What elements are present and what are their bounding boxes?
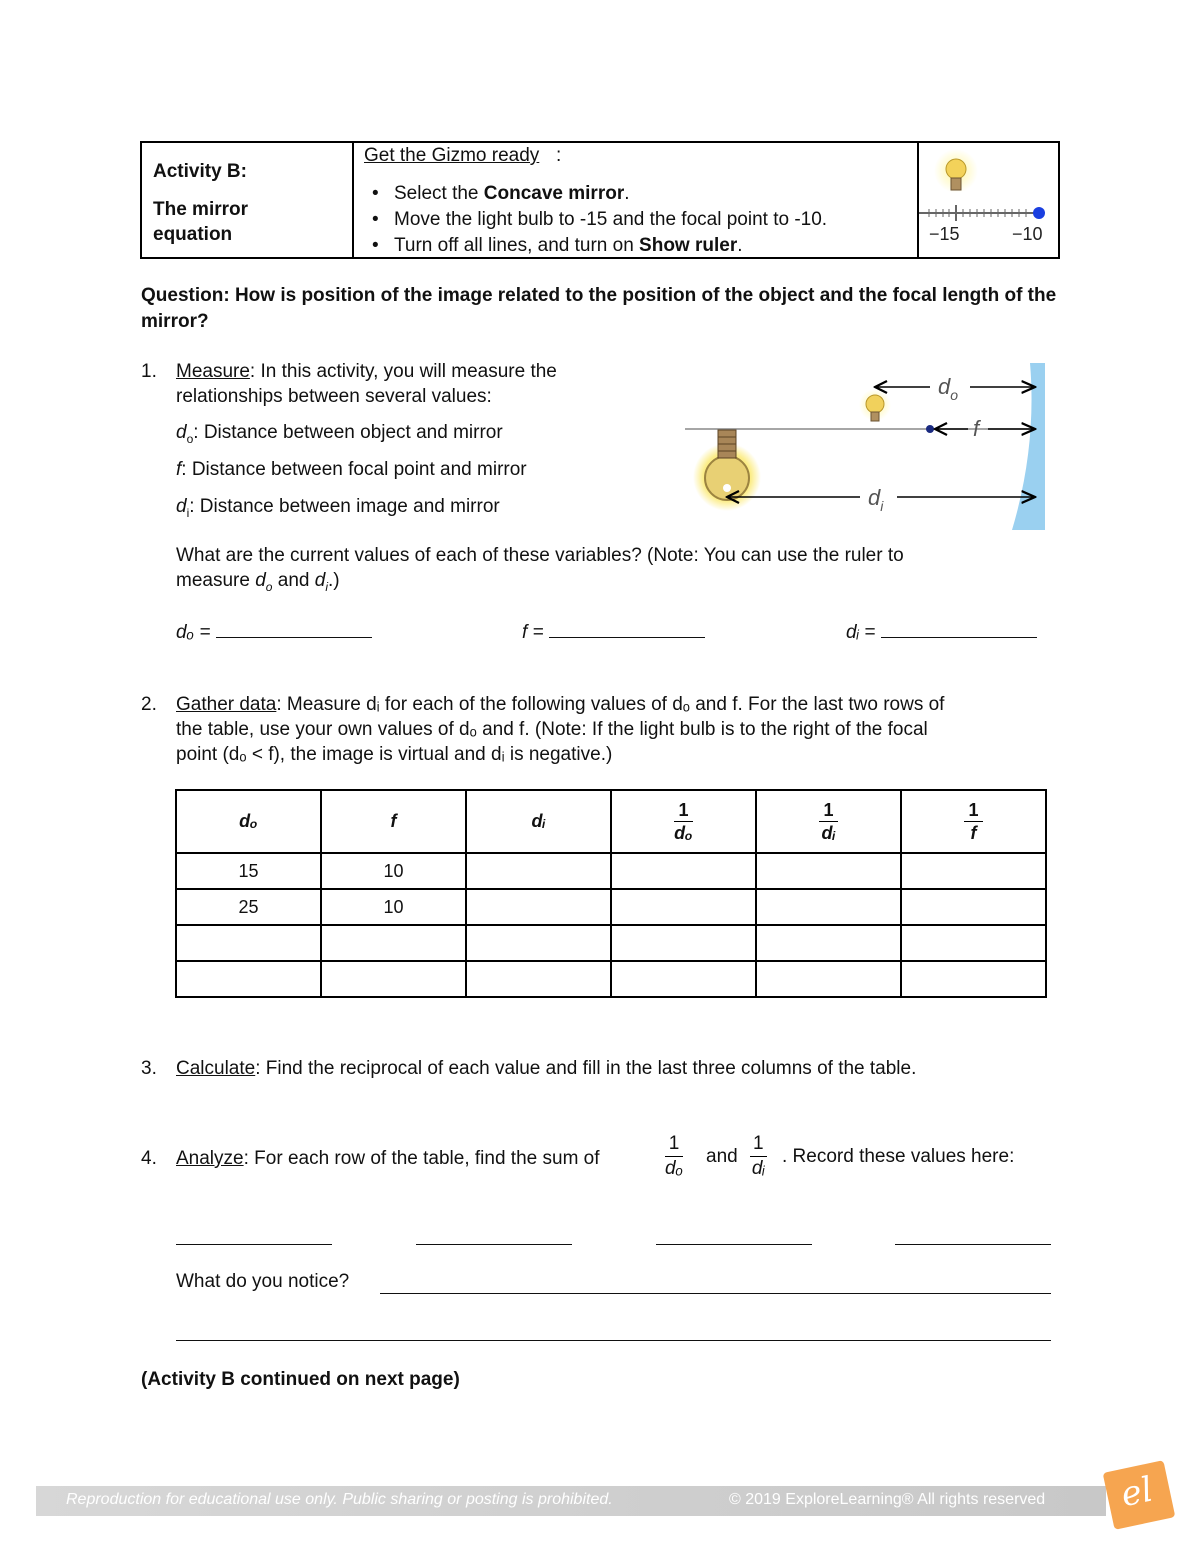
- activity-header-table: [140, 141, 1060, 259]
- q4-number: 4.: [141, 1148, 157, 1169]
- cell: 25: [176, 889, 321, 925]
- cell[interactable]: [321, 961, 466, 997]
- main-question: Question: How is position of the image related to the position of the object and the focal length of the mirror?: [141, 285, 1057, 332]
- notice-blank-1[interactable]: [380, 1275, 1051, 1294]
- def-di-text: : Distance between image and mirror: [189, 496, 500, 517]
- q4-frac-do: [665, 1132, 683, 1181]
- footer-bar: [36, 1486, 1106, 1516]
- q4-frac-do-den: dₒ: [665, 1158, 684, 1179]
- inv-di-num: 1: [819, 799, 837, 822]
- def-di-symbol: d: [176, 496, 187, 517]
- q3-number: 3.: [141, 1058, 157, 1079]
- bullet-1-end: .: [624, 183, 630, 204]
- inv-di-den: dᵢ: [821, 823, 836, 843]
- bullet-1-bold: Concave mirror: [483, 183, 625, 204]
- gizmo-thumbnail-cell: [919, 143, 1058, 257]
- ruler-bulb-icon: [919, 143, 1058, 257]
- footer-disclaimer: Reproduction for educational use only. Public sharing or posting is prohibited.: [66, 1491, 613, 1508]
- setup-bullet-2: [394, 209, 827, 231]
- explorelearning-logo-icon: [1103, 1460, 1176, 1530]
- diagram-di-label: d: [868, 485, 881, 510]
- def-di-sub: i: [186, 505, 190, 520]
- answer-di[interactable]: [846, 619, 1037, 644]
- footer-copyright: © 2019 ExploreLearning® All rights reserved: [729, 1491, 1046, 1508]
- table-row: [176, 925, 1046, 961]
- def-di: [176, 494, 500, 526]
- cell[interactable]: [176, 925, 321, 961]
- cell[interactable]: [901, 889, 1046, 925]
- notice-blank-2[interactable]: [176, 1322, 1051, 1341]
- q1-prompt: What are the current values of each of these variables? (Note: You can use the ruler to measure $d_o$ and $d_i$.): [176, 545, 904, 594]
- sum-blank-1[interactable]: [176, 1226, 332, 1245]
- cell[interactable]: [756, 961, 901, 997]
- setup-bullet-3: [394, 235, 743, 257]
- q2-line1: : Measure dᵢ for each of the following values of dₒ and f. For the last two rows of: [276, 694, 945, 715]
- notice-label: What do you notice?: [176, 1271, 350, 1292]
- diagram-do-sub: o: [950, 387, 959, 403]
- q4-body-pre: : For each row of the table, find the sum of: [243, 1148, 600, 1169]
- q3-text: [176, 1056, 916, 1081]
- cell: 15: [176, 853, 321, 889]
- answer-f-blank[interactable]: [549, 619, 705, 638]
- q1-number: 1.: [141, 361, 157, 382]
- q2-text: [176, 692, 944, 767]
- q1-intro: [176, 359, 557, 409]
- q1-prompt-line2-post: .): [327, 570, 340, 591]
- q2-line3: point (dₒ < f), the image is virtual and dᵢ is negative.): [176, 744, 613, 765]
- cell[interactable]: [466, 853, 611, 889]
- cell[interactable]: [611, 925, 756, 961]
- header-f-text: f: [390, 811, 397, 831]
- header-do-text: dₒ: [239, 811, 258, 831]
- setup-bullet-1: [394, 183, 630, 205]
- inv-do-num: 1: [674, 799, 693, 822]
- q1-prompt-line2-mid: and: [272, 570, 315, 591]
- cell[interactable]: [466, 961, 611, 997]
- activity-title-cell: [142, 143, 354, 257]
- logo-text: el: [1117, 1469, 1157, 1516]
- answer-f-label: f =: [522, 622, 549, 643]
- bullet-2-text: Move the light bulb to -15 and the focal point to -10.: [394, 209, 828, 230]
- col-header-inv-di: [756, 790, 901, 853]
- def-do-symbol: d: [176, 422, 187, 443]
- cell[interactable]: [901, 853, 1046, 889]
- cell[interactable]: [611, 961, 756, 997]
- cell[interactable]: [176, 961, 321, 997]
- col-header-do: [176, 790, 321, 853]
- diagram-do-label: d: [938, 374, 951, 399]
- inv-f-num: 1: [964, 799, 982, 822]
- svg-text:do: [938, 374, 958, 403]
- answer-f[interactable]: [522, 619, 705, 644]
- inv-do-den: dₒ: [674, 823, 693, 843]
- gizmo-setup-cell: [354, 143, 919, 257]
- col-header-inv-do: [611, 790, 756, 853]
- table-row: [176, 889, 1046, 925]
- cell[interactable]: [756, 853, 901, 889]
- bullet-3-end: .: [737, 235, 743, 256]
- q3-keyword: Calculate: [176, 1058, 256, 1079]
- q4-frac-do-num: 1: [665, 1132, 683, 1157]
- q3-body: : Find the reciprocal of each value and fill in the last three columns of the table.: [255, 1058, 917, 1079]
- q4-text-pre: [176, 1146, 600, 1171]
- diagram-di-sub: i: [880, 498, 884, 514]
- q2-line2: the table, use your own values of dₒ and f. (Note: If the light bulb is to the right of the focal: [176, 719, 928, 740]
- def-f-symbol: f: [176, 459, 182, 480]
- inv-f-den: f: [970, 823, 977, 843]
- answer-do-blank[interactable]: [216, 619, 372, 638]
- cell[interactable]: [901, 961, 1046, 997]
- bullet-3-text: Turn off all lines, and turn on: [394, 235, 640, 256]
- q4-keyword: Analyze: [176, 1148, 244, 1169]
- col-header-di: [466, 790, 611, 853]
- continued-note: (Activity B continued on next page): [141, 1369, 460, 1390]
- def-do-text: : Distance between object and mirror: [193, 422, 503, 443]
- sum-blank-4[interactable]: [895, 1226, 1051, 1245]
- q1-keyword: Measure: [176, 361, 250, 382]
- col-header-inv-f: [901, 790, 1046, 853]
- svg-text:di: [868, 485, 884, 514]
- q4-and: and: [706, 1146, 738, 1167]
- answer-di-label: dᵢ =: [846, 622, 881, 643]
- data-table: [175, 789, 1047, 998]
- col-header-f: [321, 790, 466, 853]
- table-row: [176, 853, 1046, 889]
- cell[interactable]: [756, 889, 901, 925]
- cell[interactable]: [611, 853, 756, 889]
- table-header-row: [176, 790, 1046, 853]
- cell[interactable]: [466, 889, 611, 925]
- def-do-sub: o: [186, 431, 194, 446]
- activity-title-line1: The mirror: [153, 199, 249, 220]
- ruler-label-minus10: −10: [1012, 224, 1043, 244]
- cell[interactable]: [756, 925, 901, 961]
- gizmo-ready-heading: Get the Gizmo ready: [364, 145, 540, 166]
- sum-blank-3[interactable]: [656, 1226, 812, 1245]
- answer-do-label: dₒ =: [176, 622, 216, 643]
- bullet-3-bold: Show ruler: [639, 235, 738, 256]
- gizmo-ready-colon: :: [556, 145, 562, 166]
- q1-line1: : In this activity, you will measure the: [249, 361, 557, 382]
- q2-number: 2.: [141, 694, 157, 715]
- def-do: [176, 420, 503, 452]
- cell[interactable]: [901, 925, 1046, 961]
- answer-do[interactable]: [176, 619, 372, 644]
- def-f-text: : Distance between focal point and mirror: [181, 459, 527, 480]
- activity-label: Activity B:: [153, 161, 247, 182]
- cell[interactable]: [611, 889, 756, 925]
- q4-frac-di-den: dᵢ: [751, 1158, 765, 1179]
- table-row: [176, 961, 1046, 997]
- q4-frac-di: [750, 1132, 767, 1181]
- answer-di-blank[interactable]: [881, 619, 1037, 638]
- mirror-diagram: [685, 360, 1060, 535]
- cell: 10: [321, 889, 466, 925]
- cell[interactable]: [466, 925, 611, 961]
- q1-line2: relationships between several values:: [176, 386, 492, 407]
- q4-frac-di-num: 1: [750, 1132, 767, 1157]
- bullet-1-text: Select the: [394, 183, 484, 204]
- diagram-f-label: f: [973, 416, 980, 441]
- q2-keyword: Gather data: [176, 694, 277, 715]
- activity-title-line2: equation: [153, 224, 233, 245]
- def-f: [176, 457, 527, 482]
- q1-prompt-line1: What are the current values of each of these variables? (Note: You can use the ruler to: [176, 545, 904, 566]
- q4-text-post: . Record these values here:: [782, 1146, 1015, 1167]
- ruler-label-minus15: −15: [929, 224, 960, 244]
- q1-prompt-line2-pre: measure: [176, 570, 256, 591]
- cell: 10: [321, 853, 466, 889]
- cell[interactable]: [321, 925, 466, 961]
- sum-blank-2[interactable]: [416, 1226, 572, 1245]
- header-di-text: dᵢ: [531, 811, 546, 831]
